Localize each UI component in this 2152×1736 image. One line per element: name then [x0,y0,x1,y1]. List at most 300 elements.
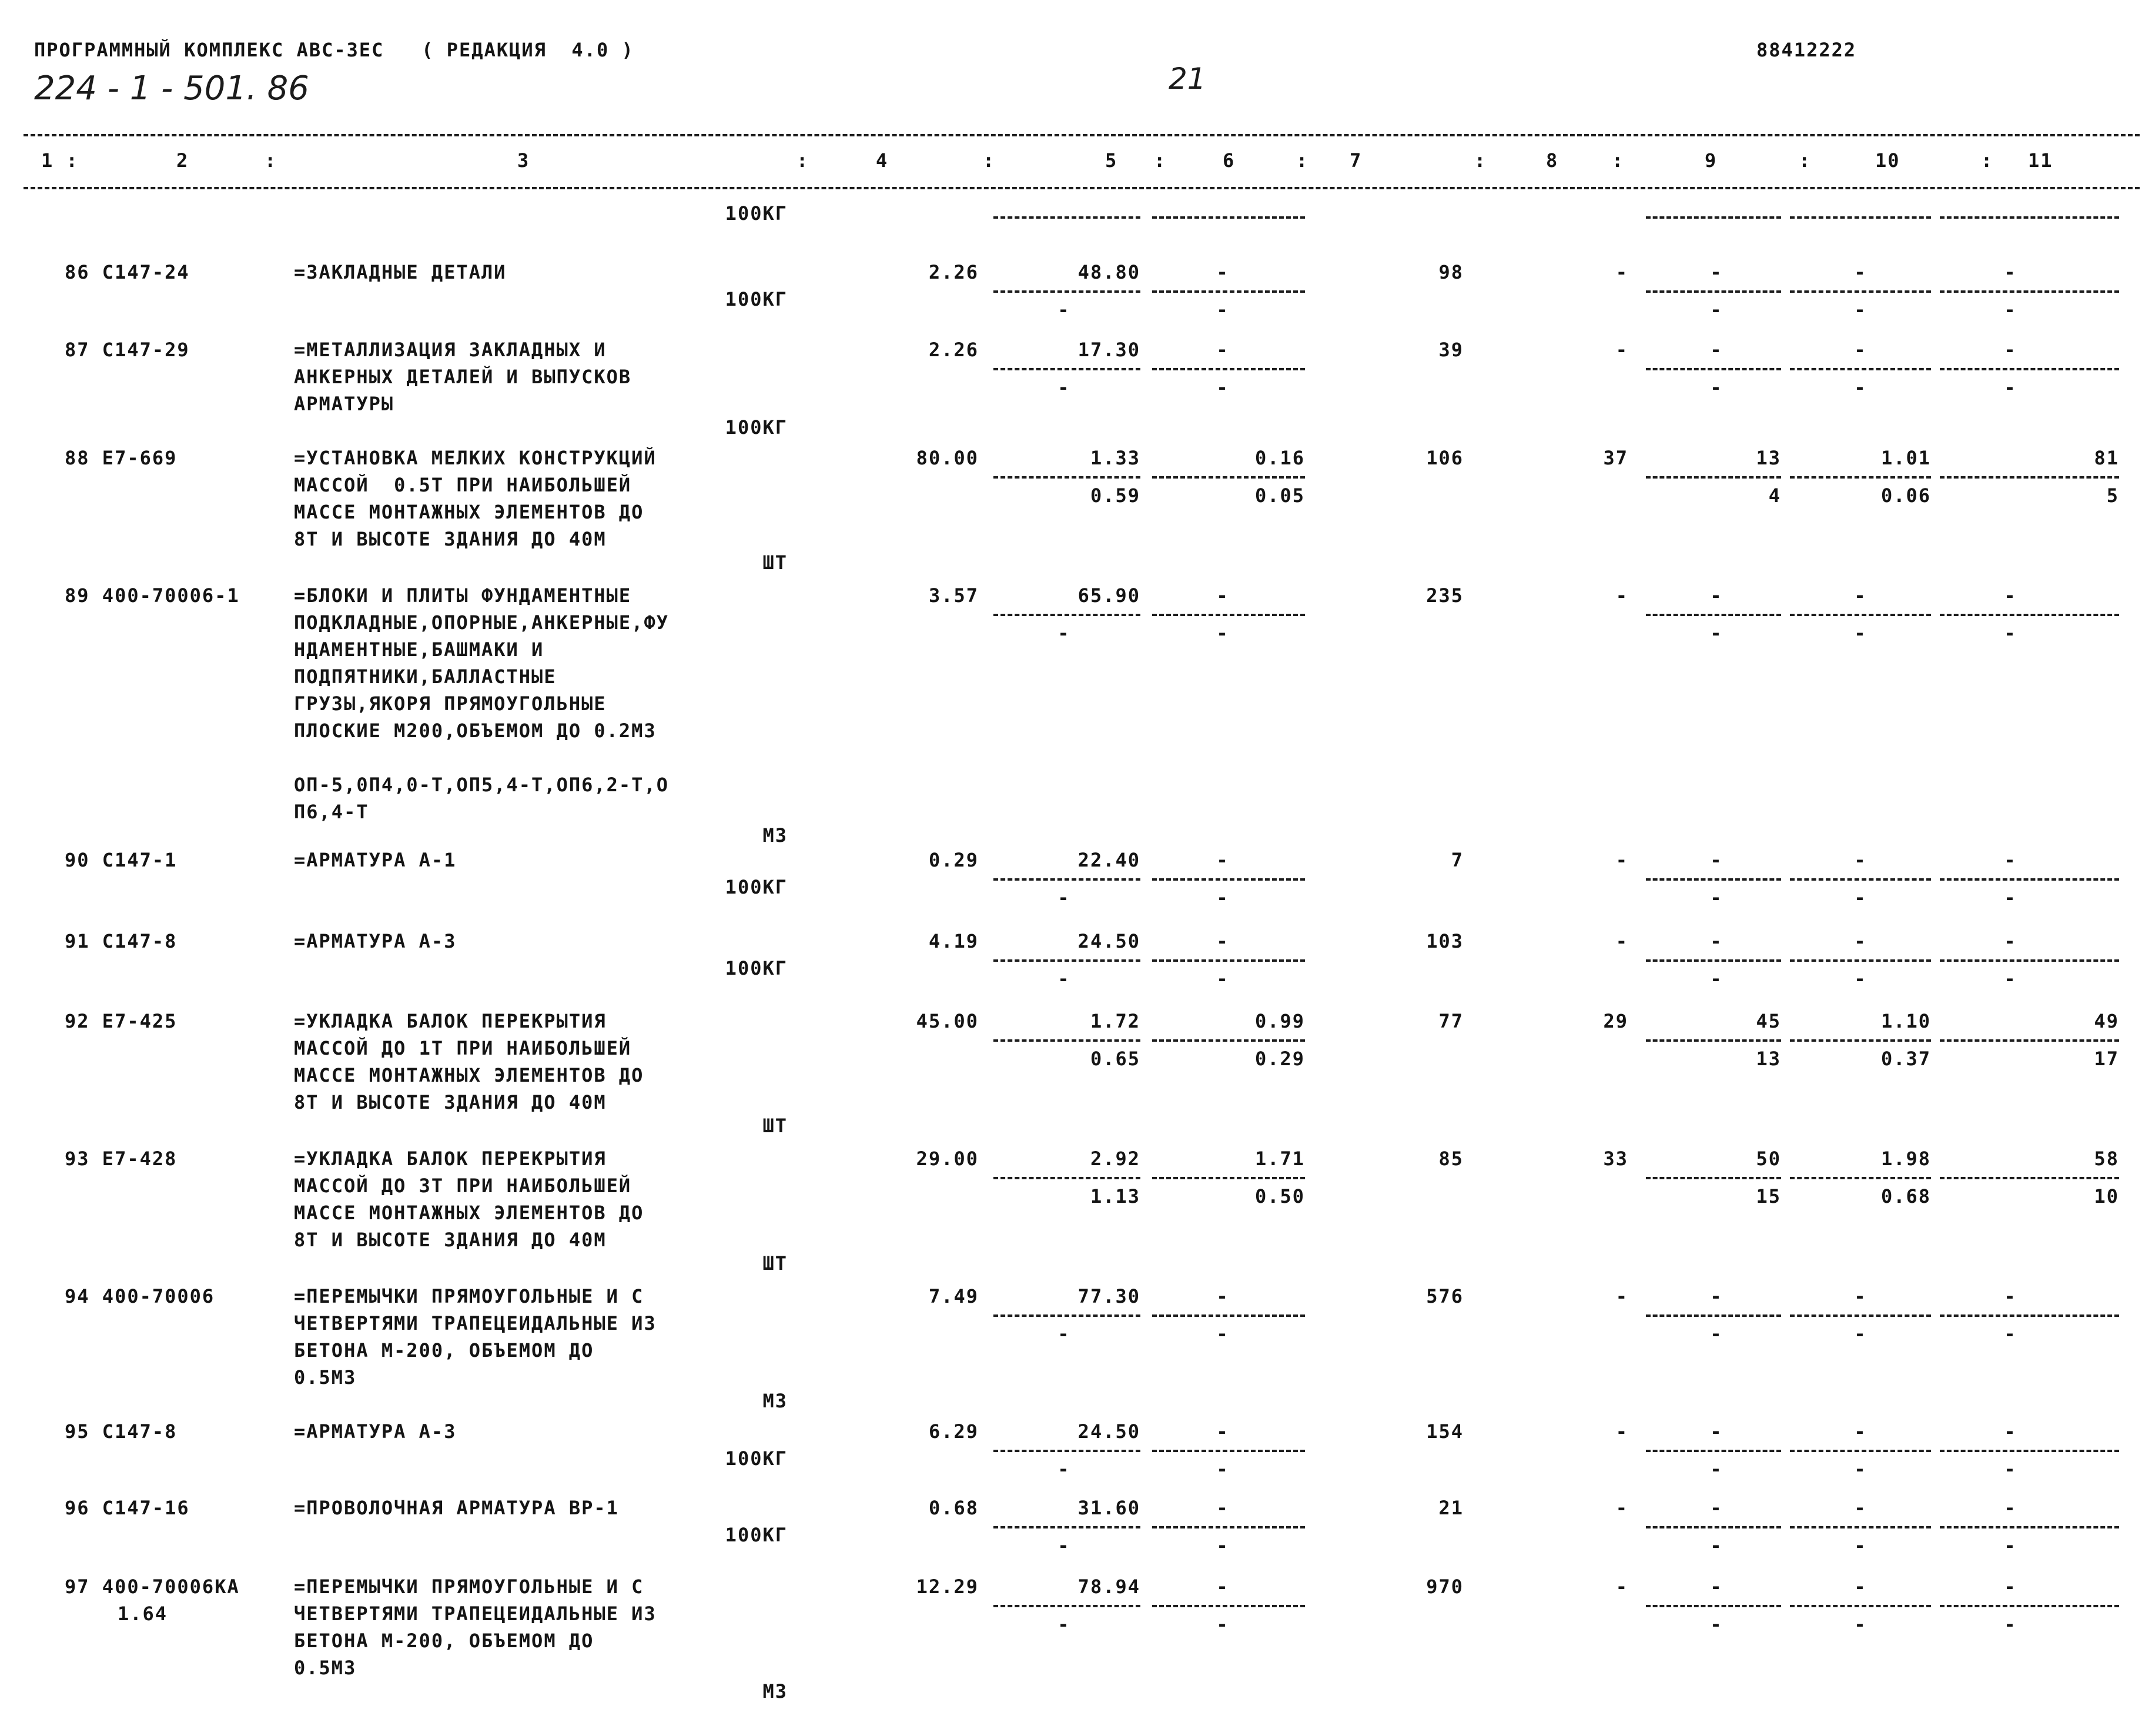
fraction-rule [1152,1605,1305,1607]
cell-c11-bottom: - [2004,1534,2017,1557]
cell-col6-top: - [1216,584,1229,607]
cell-c11-bottom: - [2004,1458,2017,1480]
cell-c9-bottom: - [1710,1323,1723,1345]
fraction-rule [1152,476,1305,479]
cell-col5-bottom: - [1057,376,1070,399]
column-header-6: 4 [876,149,889,172]
handwritten-page-number: 21 [1169,62,1206,96]
fraction-rule [1940,1177,2119,1179]
fraction-rule [993,1177,1140,1179]
cell-col6-top: - [1216,339,1229,361]
row-description-line: П6,4-Т [294,801,369,823]
handwritten-doc-number: 224 - 1 - 501. 86 [34,69,309,108]
cell-c10-bottom: - [1854,1534,1867,1557]
cell-col8: 33 [1603,1148,1628,1170]
cell-c9-top: 45 [1756,1010,1781,1032]
fraction-rule [1790,1177,1931,1179]
cell-c9-top: - [1710,584,1723,607]
cell-col6-bottom: - [1216,1458,1229,1480]
cell-c10-bottom: - [1854,887,1867,909]
cell-col8: 37 [1603,447,1628,469]
row-unit: М3 [762,824,788,847]
row-description-line: ПОДКЛАДНЫЕ,ОПОРНЫЕ,АНКЕРНЫЕ,ФУ [294,611,669,634]
header-rule-bottom [24,187,2140,189]
cell-col4: 3.57 [928,584,979,607]
fraction-rule [1646,216,1781,219]
cell-c9-bottom: - [1710,887,1723,909]
fraction-rule [993,1605,1140,1607]
row-description-line: БЕТОНА М-200, ОБЪЕМОМ ДО [294,1630,594,1652]
column-header-13: : [1474,149,1487,172]
fraction-rule [993,368,1140,370]
row-unit: М3 [762,1680,788,1702]
cell-c10-top: 1.98 [1880,1148,1931,1170]
row-description-line: =УКЛАДКА БАЛОК ПЕРЕКРЫТИЯ [294,1148,607,1170]
row-description-line: 0.5М3 [294,1657,357,1679]
cell-col6-top: 0.99 [1254,1010,1305,1032]
cell-c9-bottom: - [1710,299,1723,321]
fraction-rule [1940,1526,2119,1528]
fraction-rule [993,878,1140,881]
row-description-line: 8Т И ВЫСОТЕ ЗДАНИЯ ДО 40М [294,1091,607,1113]
fraction-rule [1646,1450,1781,1452]
cell-c11-top: - [2004,1285,2017,1307]
fraction-rule [993,216,1140,219]
cell-c11-top: - [2004,261,2017,283]
cell-c9-bottom: - [1710,968,1723,990]
cell-c9-top: - [1710,930,1723,952]
row-description-line: БЕТОНА М-200, ОБЪЕМОМ ДО [294,1339,594,1362]
cell-col8: - [1615,1497,1628,1519]
cell-col5-bottom: - [1057,622,1070,644]
fraction-rule [1790,1605,1931,1607]
column-header-19: : [1981,149,1994,172]
row-description-line: =АРМАТУРА А-3 [294,1420,457,1443]
fraction-rule [1152,959,1305,962]
cell-col7: 235 [1426,584,1464,607]
cell-c9-top: - [1710,1285,1723,1307]
fraction-rule [1646,1177,1781,1179]
row-unit: 100КГ [725,288,788,310]
column-header-20: 11 [2028,149,2053,172]
fraction-rule [993,1526,1140,1528]
cell-c10-bottom: 0.06 [1880,484,1931,507]
cell-col6-bottom: - [1216,968,1229,990]
column-header-14: 8 [1546,149,1559,172]
cell-col8: 29 [1603,1010,1628,1032]
cell-col6-top: - [1216,849,1229,871]
row-description-line: МАССЕ МОНТАЖНЫХ ЭЛЕМЕНТОВ ДО [294,501,644,523]
row-number-code: 87 С147-29 [65,339,190,361]
cell-c10-bottom: - [1854,376,1867,399]
cell-col4: 6.29 [928,1420,979,1443]
cell-col7: 21 [1438,1497,1464,1519]
cell-c11-top: - [2004,849,2017,871]
column-header-9: : [1154,149,1167,172]
cell-c10-top: - [1854,261,1867,283]
cell-col7: 106 [1426,447,1464,469]
fraction-rule [1940,878,2119,881]
cell-c10-top: - [1854,849,1867,871]
program-header: ПРОГРАММНЫЙ КОМПЛЕКС АВС-ЗЕС ( РЕДАКЦИЯ 4.0 ) [34,39,634,61]
cell-col4: 2.26 [928,261,979,283]
column-header-4: 3 [517,149,530,172]
row-description-line: ГРУЗЫ,ЯКОРЯ ПРЯМОУГОЛЬНЫЕ [294,693,607,715]
column-header-18: 10 [1875,149,1900,172]
column-header-3: : [265,149,277,172]
row-description-line: ЧЕТВЕРТЯМИ ТРАПЕЦЕИДАЛЬНЫЕ ИЗ [294,1603,657,1625]
cell-col6-bottom: 0.50 [1254,1185,1305,1207]
row-unit: 100КГ [725,876,788,898]
row-number-code: 96 С147-16 [65,1497,190,1519]
cell-col6-bottom: - [1216,1534,1229,1557]
cell-c11-top: 58 [2094,1148,2119,1170]
row-description-line: МАССЕ МОНТАЖНЫХ ЭЛЕМЕНТОВ ДО [294,1064,644,1086]
row-description-line: ПЛОСКИЕ М200,ОБЪЕМОМ ДО 0.2М3 [294,720,657,742]
row-unit: ШТ [762,1252,788,1275]
fraction-rule [1940,368,2119,370]
row-number-code: 92 Е7-425 [65,1010,178,1032]
cell-col6-bottom: 0.05 [1254,484,1305,507]
document-code: 88412222 [1756,39,1857,61]
fraction-rule [993,1314,1140,1317]
cell-col5-top: 24.50 [1077,1420,1140,1443]
row-unit: М3 [762,1390,788,1412]
column-header-17: : [1799,149,1812,172]
row-unit: ШТ [762,551,788,574]
fraction-rule [993,1039,1140,1042]
fraction-rule [1152,1314,1305,1317]
fraction-rule [1790,1314,1931,1317]
row-number-code: 90 С147-1 [65,849,178,871]
fraction-rule [1940,1450,2119,1452]
cell-col7: 103 [1426,930,1464,952]
fraction-rule [1152,1039,1305,1042]
fraction-rule [1940,1314,2119,1317]
fraction-rule [1940,1605,2119,1607]
cell-col7: 154 [1426,1420,1464,1443]
row-number-code: 91 С147-8 [65,930,178,952]
row-description-line: =ЗАКЛАДНЫЕ ДЕТАЛИ [294,261,507,283]
cell-col5-bottom: - [1057,968,1070,990]
cell-c11-bottom: - [2004,299,2017,321]
cell-c9-bottom: - [1710,1613,1723,1635]
row-number-code: 94 400-70006 [65,1285,215,1307]
cell-c10-top: - [1854,1576,1867,1598]
cell-c11-bottom: 17 [2094,1048,2119,1070]
cell-col8: - [1615,1420,1628,1443]
fraction-rule [1646,1039,1781,1042]
fraction-rule [1646,368,1781,370]
fraction-rule [1790,878,1931,881]
cell-col6-bottom: - [1216,1613,1229,1635]
cell-c10-top: 1.10 [1880,1010,1931,1032]
cell-c10-top: - [1854,1420,1867,1443]
cell-c10-bottom: - [1854,968,1867,990]
cell-col7: 39 [1438,339,1464,361]
fraction-rule [1940,476,2119,479]
cell-c10-bottom: - [1854,622,1867,644]
cell-col5-top: 31.60 [1077,1497,1140,1519]
cell-col6-top: - [1216,1420,1229,1443]
cell-col7: 576 [1426,1285,1464,1307]
cell-col6-top: - [1216,1497,1229,1519]
cell-c11-bottom: - [2004,376,2017,399]
cell-col7: 98 [1438,261,1464,283]
row-description-line: =УСТАНОВКА МЕЛКИХ КОНСТРУКЦИЙ [294,447,657,469]
cell-col4: 45.00 [916,1010,979,1032]
row-unit: ШТ [762,1115,788,1137]
column-header-12: 7 [1350,149,1363,172]
cell-col8: - [1615,1576,1628,1598]
fraction-rule [1790,216,1931,219]
fraction-rule [1790,476,1931,479]
cell-c10-top: - [1854,584,1867,607]
row-description-line: МАССОЙ 0.5Т ПРИ НАИБОЛЬШЕЙ [294,474,632,496]
cell-col5-top: 65.90 [1077,584,1140,607]
fraction-rule [1646,1605,1781,1607]
cell-c9-top: - [1710,1576,1723,1598]
cell-col5-top: 48.80 [1077,261,1140,283]
cell-c11-top: - [2004,1576,2017,1598]
cell-col4: 2.26 [928,339,979,361]
cell-col4: 12.29 [916,1576,979,1598]
fraction-rule [1790,290,1931,293]
cell-col4: 4.19 [928,930,979,952]
cell-c10-top: - [1854,1497,1867,1519]
row-unit: 100КГ [725,1447,788,1470]
cell-col4: 0.29 [928,849,979,871]
column-header-2: 2 [176,149,189,172]
cell-c9-bottom: - [1710,1534,1723,1557]
cell-col6-bottom: - [1216,299,1229,321]
row-description-line: ОП-5,0П4,0-Т,ОП5,4-Т,ОП6,2-Т,О [294,774,669,796]
fraction-rule [1790,1450,1931,1452]
row-number-code: 89 400-70006-1 [65,584,240,607]
fraction-rule [1790,614,1931,616]
cell-c9-top: 13 [1756,447,1781,469]
header-rule-top [24,134,2140,136]
row-description-line: МАССЕ МОНТАЖНЫХ ЭЛЕМЕНТОВ ДО [294,1202,644,1224]
row-unit: 100КГ [725,957,788,979]
cell-c10-top: 1.01 [1880,447,1931,469]
fraction-rule [1790,959,1931,962]
cell-col4: 29.00 [916,1148,979,1170]
fraction-rule [1152,1450,1305,1452]
cell-c11-bottom: - [2004,968,2017,990]
row-description-line: =МЕТАЛЛИЗАЦИЯ ЗАКЛАДНЫХ И [294,339,607,361]
cell-col5-top: 2.92 [1090,1148,1140,1170]
cell-col5-top: 24.50 [1077,930,1140,952]
cell-col6-bottom: - [1216,376,1229,399]
cell-col5-top: 1.72 [1090,1010,1140,1032]
row-number-code: 88 Е7-669 [65,447,178,469]
row-description-line: =УКЛАДКА БАЛОК ПЕРЕКРЫТИЯ [294,1010,607,1032]
row-description-line: ЧЕТВЕРТЯМИ ТРАПЕЦЕИДАЛЬНЫЕ ИЗ [294,1312,657,1334]
row-description-line: 0.5М3 [294,1366,357,1389]
row-description-line: НДАМЕНТНЫЕ,БАШМАКИ И [294,638,544,661]
cell-c10-bottom: - [1854,1323,1867,1345]
cell-col5-top: 77.30 [1077,1285,1140,1307]
cell-c11-top: - [2004,930,2017,952]
cell-col7: 77 [1438,1010,1464,1032]
cell-col6-top: 1.71 [1254,1148,1305,1170]
row-number-code: 95 С147-8 [65,1420,178,1443]
fraction-rule [1152,878,1305,881]
row-description-line: МАССОЙ ДО 3Т ПРИ НАИБОЛЬШЕЙ [294,1175,632,1197]
cell-c11-bottom: 5 [2106,484,2119,507]
cell-c10-bottom: - [1854,1458,1867,1480]
cell-c9-top: - [1710,849,1723,871]
column-header-8: 5 [1105,149,1118,172]
cell-col6-bottom: - [1216,887,1229,909]
row-description-line: ПОДПЯТНИКИ,БАЛЛАСТНЫЕ [294,665,557,688]
cell-col6-top: - [1216,1576,1229,1598]
fraction-rule [1152,1177,1305,1179]
fraction-rule [1152,216,1305,219]
cell-col4: 80.00 [916,447,979,469]
cell-col5-bottom: - [1057,1613,1070,1635]
fraction-rule [1790,368,1931,370]
cell-c9-bottom: - [1710,376,1723,399]
row-description-line: АРМАТУРЫ [294,393,394,415]
cell-col6-top: 0.16 [1254,447,1305,469]
fraction-rule [1152,290,1305,293]
row-description-line: =АРМАТУРА А-3 [294,930,457,952]
row-number-code: 93 Е7-428 [65,1148,178,1170]
cell-col8: - [1615,261,1628,283]
cell-col6-top: - [1216,930,1229,952]
row-code-suffix: 1.64 [118,1603,168,1625]
cell-col6-bottom: - [1216,1323,1229,1345]
cell-col6-top: - [1216,261,1229,283]
cell-c9-bottom: 4 [1768,484,1781,507]
cell-c11-top: 49 [2094,1010,2119,1032]
fraction-rule [1940,614,2119,616]
fraction-rule [993,614,1140,616]
cell-c10-top: - [1854,339,1867,361]
row-unit: 100КГ [725,416,788,439]
cell-col5-top: 22.40 [1077,849,1140,871]
cell-col6-bottom: 0.29 [1254,1048,1305,1070]
cell-col6-bottom: - [1216,622,1229,644]
fraction-rule [993,1450,1140,1452]
fraction-rule [1152,368,1305,370]
cell-c11-bottom: - [2004,622,2017,644]
fraction-rule [1646,878,1781,881]
cell-c9-bottom: 13 [1756,1048,1781,1070]
cell-c11-top: - [2004,1420,2017,1443]
cell-col5-bottom: - [1057,1323,1070,1345]
cell-col8: - [1615,1285,1628,1307]
unit-carryover: 100КГ [725,202,788,225]
cell-c10-bottom: - [1854,1613,1867,1635]
cell-c10-bottom: 0.37 [1880,1048,1931,1070]
cell-c9-top: - [1710,1420,1723,1443]
fraction-rule [1940,1039,2119,1042]
cell-col5-bottom: 0.65 [1090,1048,1140,1070]
column-header-5: : [796,149,809,172]
column-header-1: 1 : [41,149,79,172]
cell-col7: 970 [1426,1576,1464,1598]
fraction-rule [1152,614,1305,616]
cell-col5-top: 17.30 [1077,339,1140,361]
row-number-code: 86 С147-24 [65,261,190,283]
cell-c9-bottom: 15 [1756,1185,1781,1207]
column-header-16: 9 [1705,149,1718,172]
cell-col6-top: - [1216,1285,1229,1307]
cell-c10-top: - [1854,1285,1867,1307]
row-description-line: =БЛОКИ И ПЛИТЫ ФУНДАМЕНТНЫЕ [294,584,632,607]
cell-col4: 7.49 [928,1285,979,1307]
fraction-rule [1646,1526,1781,1528]
cell-col5-bottom: - [1057,1534,1070,1557]
fraction-rule [1646,614,1781,616]
cell-c9-bottom: - [1710,622,1723,644]
cell-c9-top: - [1710,261,1723,283]
cell-col5-bottom: - [1057,887,1070,909]
row-description-line: =ПЕРЕМЫЧКИ ПРЯМОУГОЛЬНЫЕ И С [294,1285,644,1307]
fraction-rule [993,476,1140,479]
fraction-rule [1646,959,1781,962]
cell-c10-bottom: 0.68 [1880,1185,1931,1207]
cell-c11-bottom: - [2004,1323,2017,1345]
row-description-line: =ПРОВОЛОЧНАЯ АРМАТУРА ВР-1 [294,1497,619,1519]
row-unit: 100КГ [725,1524,788,1546]
cell-col7: 7 [1451,849,1464,871]
cell-col5-top: 1.33 [1090,447,1140,469]
fraction-rule [1646,290,1781,293]
cell-c9-bottom: - [1710,1458,1723,1480]
row-description-line: 8Т И ВЫСОТЕ ЗДАНИЯ ДО 40М [294,1229,607,1251]
column-header-7: : [983,149,996,172]
cell-col7: 85 [1438,1148,1464,1170]
cell-col5-bottom: - [1057,1458,1070,1480]
cell-c10-top: - [1854,930,1867,952]
cell-col5-bottom: 1.13 [1090,1185,1140,1207]
fraction-rule [1940,290,2119,293]
fraction-rule [1940,959,2119,962]
cell-c11-bottom: - [2004,887,2017,909]
cell-c9-top: - [1710,1497,1723,1519]
fraction-rule [1646,1314,1781,1317]
cell-col8: - [1615,849,1628,871]
row-description-line: АНКЕРНЫХ ДЕТАЛЕЙ И ВЫПУСКОВ [294,366,632,388]
cell-c10-bottom: - [1854,299,1867,321]
fraction-rule [1940,216,2119,219]
cell-c11-top: - [2004,1497,2017,1519]
fraction-rule [1646,476,1781,479]
cell-c11-top: - [2004,339,2017,361]
column-header-15: : [1612,149,1625,172]
row-description-line: 8Т И ВЫСОТЕ ЗДАНИЯ ДО 40М [294,528,607,550]
fraction-rule [1152,1526,1305,1528]
fraction-rule [1790,1526,1931,1528]
row-number-code: 97 400-70006КА [65,1576,240,1598]
fraction-rule [993,290,1140,293]
cell-c11-bottom: - [2004,1613,2017,1635]
column-header-10: 6 [1223,149,1236,172]
cell-col5-top: 78.94 [1077,1576,1140,1598]
row-description-line: =ПЕРЕМЫЧКИ ПРЯМОУГОЛЬНЫЕ И С [294,1576,644,1598]
column-header-11: : [1296,149,1309,172]
fraction-rule [993,959,1140,962]
cell-col8: - [1615,339,1628,361]
cell-col8: - [1615,930,1628,952]
cell-c11-top: 81 [2094,447,2119,469]
cell-c9-top: - [1710,339,1723,361]
row-description-line: =АРМАТУРА А-1 [294,849,457,871]
